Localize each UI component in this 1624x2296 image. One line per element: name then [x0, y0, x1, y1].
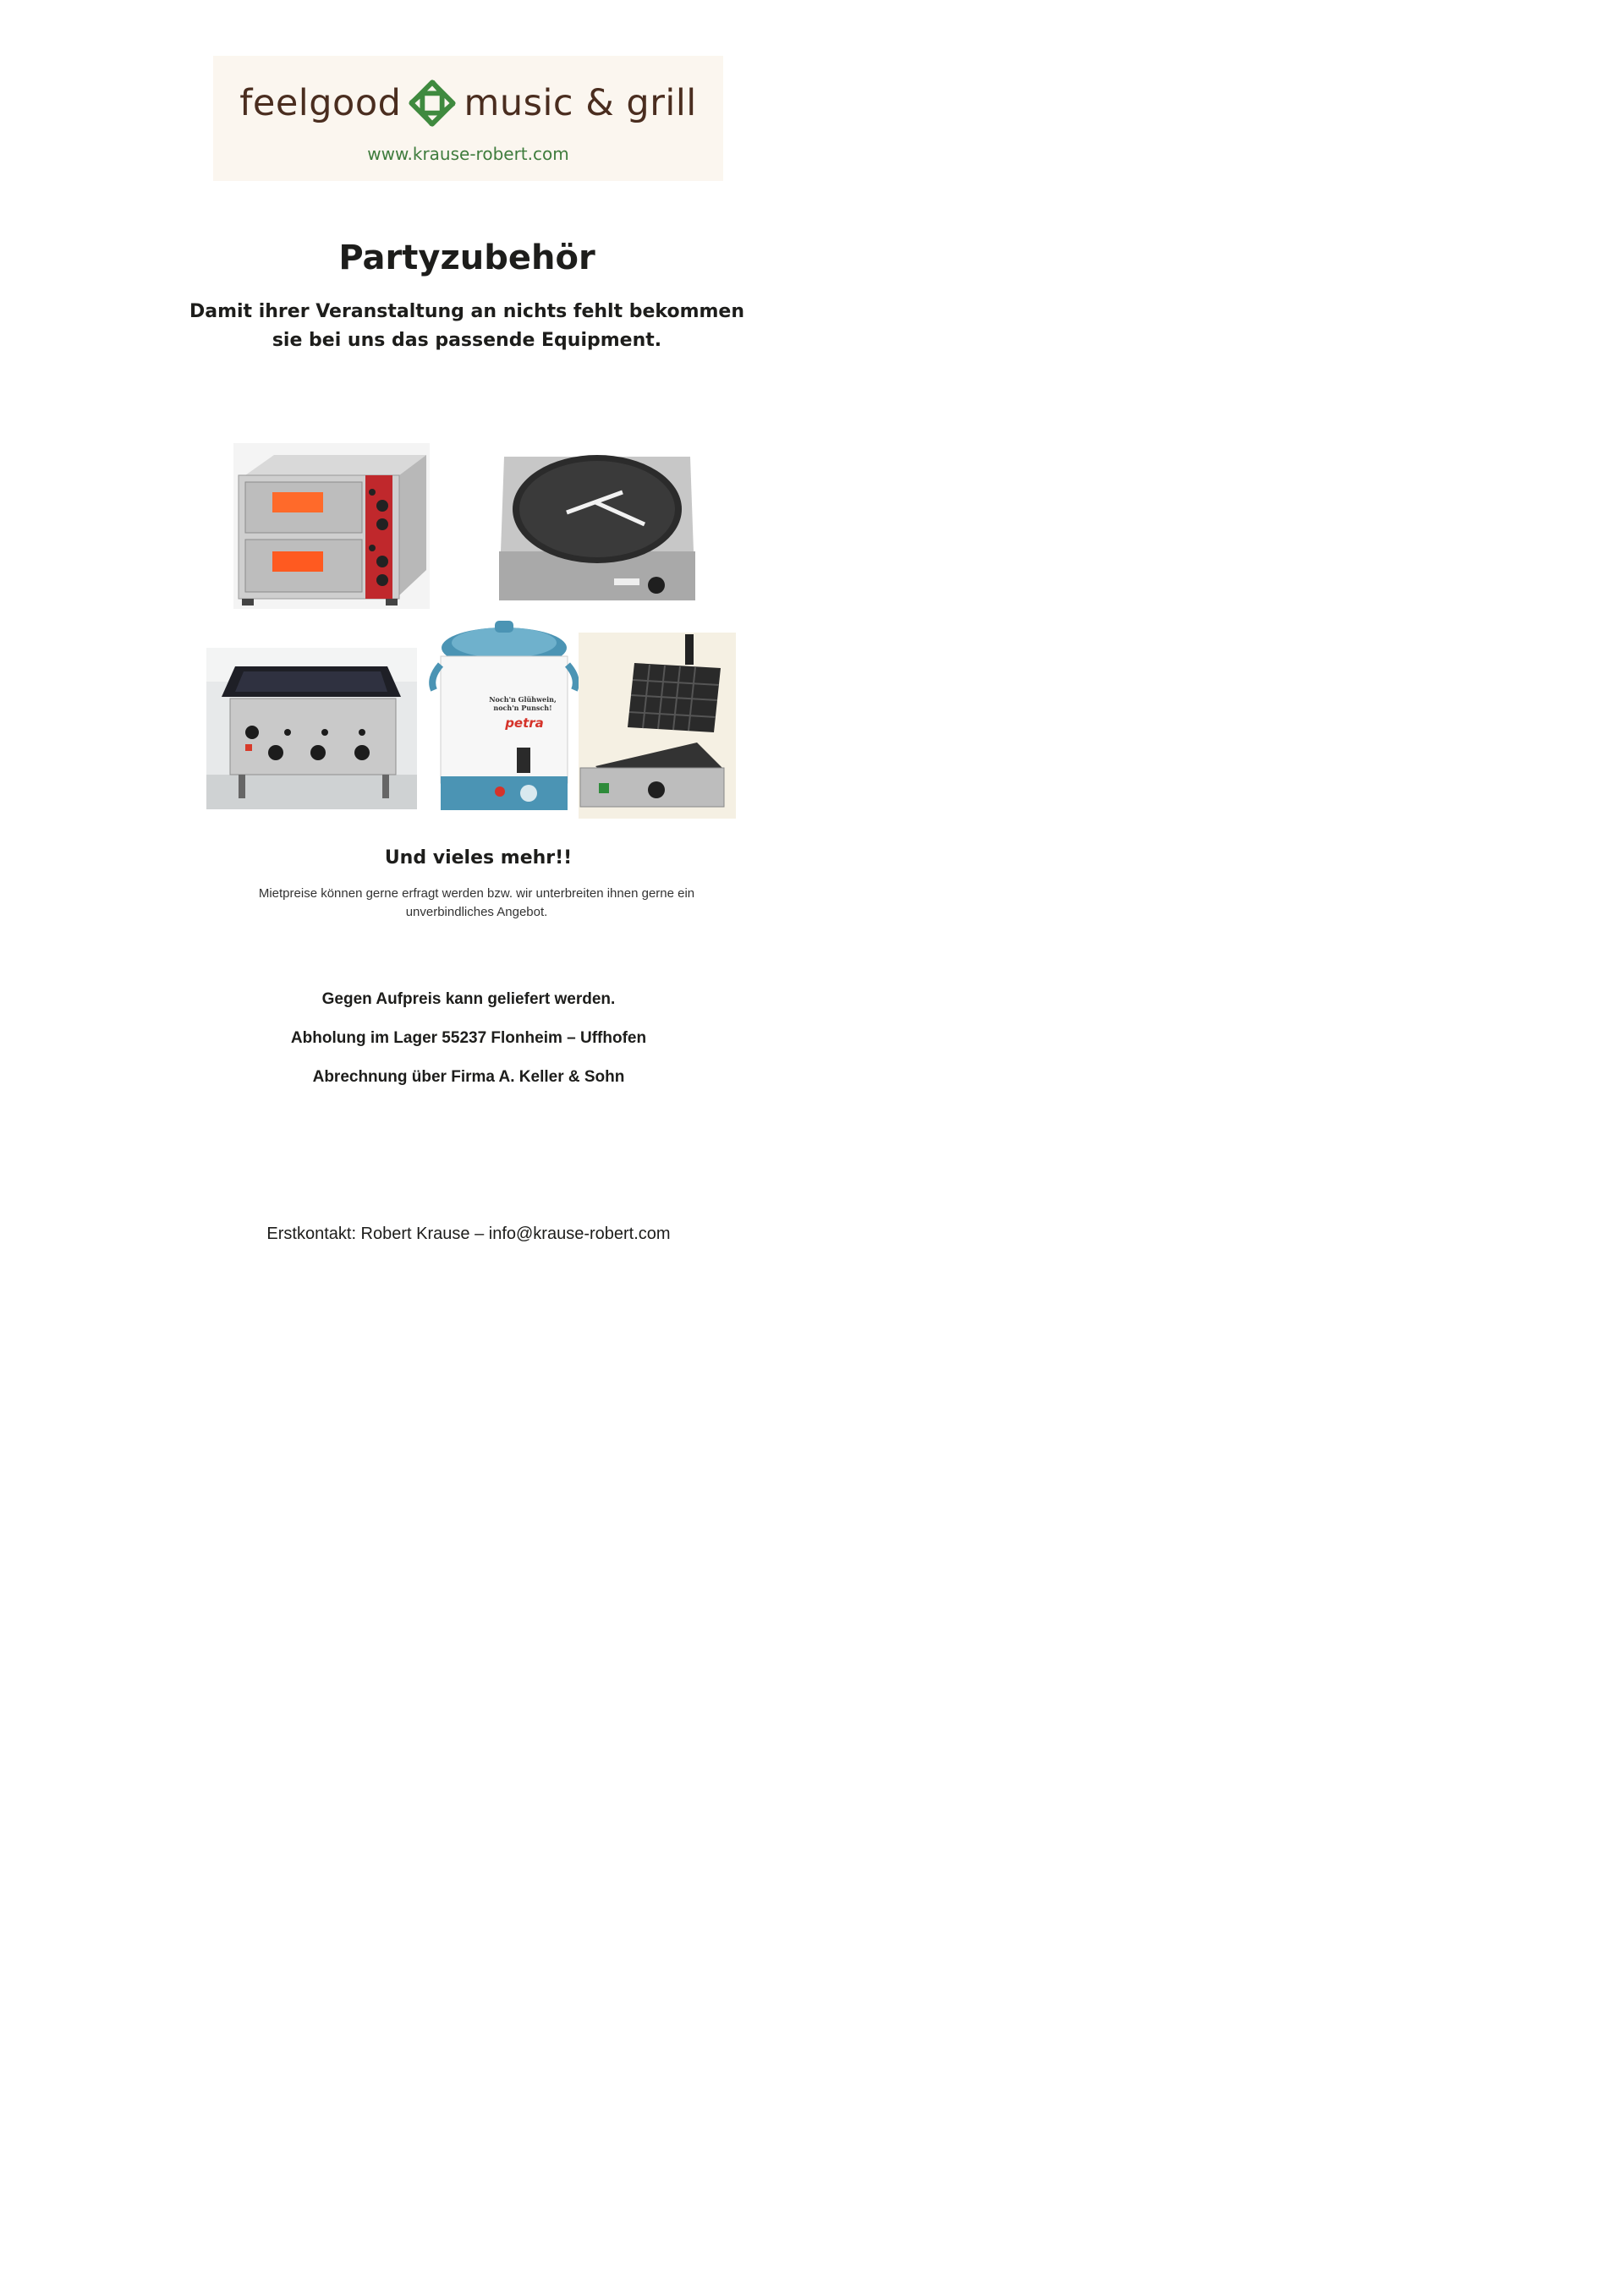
- rental-info-line-1: Mietpreise können gerne erfragt werden bzw. wir unterbreiten ihnen gerne ein: [258, 886, 695, 901]
- pot-label-line-2: noch'n Punsch!: [493, 704, 552, 712]
- crepe-maker-image: [496, 450, 699, 609]
- billing-note: Abrechnung über Firma A. Keller & Sohn: [312, 1068, 625, 1086]
- gas-grill-image: [206, 648, 417, 809]
- brand-name-left: feelgood: [239, 82, 402, 124]
- pickup-note: Abholung im Lager 55237 Flonheim – Uffhofen: [290, 1029, 647, 1047]
- rental-info-line-2: unverbindliches Angebot.: [405, 905, 548, 919]
- pot-label-text: [480, 695, 565, 712]
- more-heading: Und vieles mehr!!: [384, 847, 573, 869]
- page-title: Partyzubehör: [338, 238, 595, 277]
- pizza-oven-image: [233, 443, 430, 609]
- page-subtitle: [0, 298, 934, 355]
- website-link[interactable]: www.krause-robert.com: [367, 144, 569, 164]
- contact-line: Erstkontakt: Robert Krause – info@krause-robert.com: [266, 1225, 671, 1243]
- pot-brand-logo: petra: [505, 715, 544, 731]
- brand-logo: [213, 78, 723, 129]
- delivery-note: Gegen Aufpreis kann geliefert werden.: [321, 990, 616, 1008]
- pot-label-line-1: Noch'n Glühwein,: [489, 695, 557, 704]
- celtic-knot-icon: [406, 77, 458, 129]
- waffle-iron-image: [579, 633, 736, 819]
- rental-info: [228, 885, 725, 922]
- logo-header: [213, 56, 723, 181]
- subtitle-line-2: sie bei uns das passende Equipment.: [272, 330, 662, 351]
- subtitle-line-1: Damit ihrer Veranstaltung an nichts fehlt bekommen: [189, 301, 745, 322]
- brand-name-right: music & grill: [464, 82, 697, 124]
